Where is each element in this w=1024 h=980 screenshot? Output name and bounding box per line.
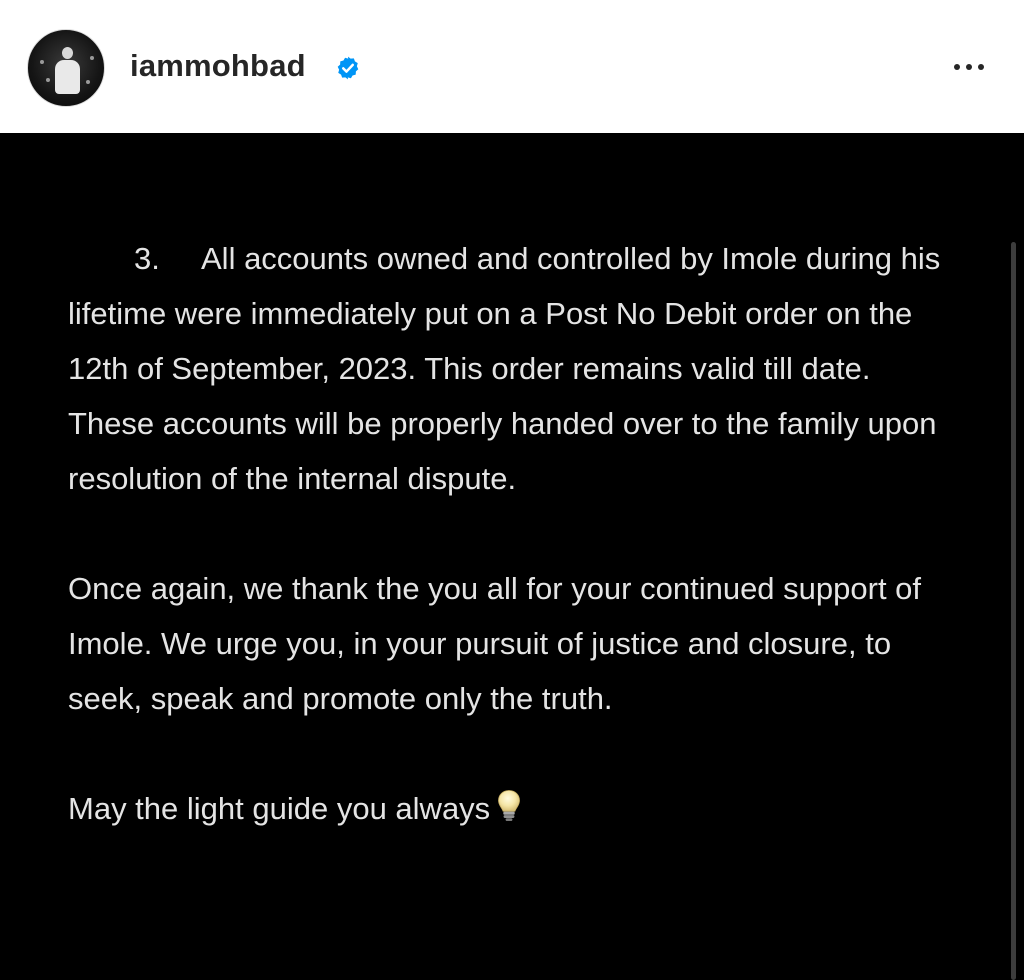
closing-text: May the light guide you always bbox=[68, 791, 491, 826]
more-options-icon bbox=[954, 64, 960, 70]
paragraph-thanks: Once again, we thank the you all for your continued support of Imole. We urge you, in your pursuit of justice and closure, to seek, speak and promote only the truth. bbox=[68, 571, 922, 716]
avatar-detail bbox=[90, 56, 94, 60]
avatar-detail bbox=[40, 60, 44, 64]
paragraph-item-3 bbox=[68, 231, 958, 506]
avatar-figure bbox=[55, 60, 80, 94]
scrollbar[interactable] bbox=[1011, 242, 1016, 980]
more-options-icon bbox=[966, 64, 972, 70]
paragraph-text: All accounts owned and controlled by Imole during his lifetime were immediately put on a Post No Debit order on the 12th of September, 2023. This order remains valid till date. These accounts will be properly handed over to the family upon resolution of the internal dispute. bbox=[68, 241, 941, 496]
verified-badge-icon bbox=[335, 55, 361, 81]
username-link[interactable]: iammohbad bbox=[130, 48, 306, 83]
profile-avatar[interactable] bbox=[27, 29, 105, 107]
avatar-figure bbox=[62, 47, 73, 59]
statement-text bbox=[68, 231, 958, 836]
post-image bbox=[0, 133, 1024, 980]
more-options-button[interactable] bbox=[940, 52, 998, 82]
post-header bbox=[0, 0, 1024, 133]
avatar-detail bbox=[86, 80, 90, 84]
paragraph-closing bbox=[68, 781, 958, 836]
spacer bbox=[68, 506, 958, 561]
light-bulb-icon bbox=[496, 789, 522, 823]
more-options-icon bbox=[978, 64, 984, 70]
item-number: 3. bbox=[134, 241, 160, 276]
avatar-detail bbox=[46, 78, 50, 82]
spacer bbox=[68, 726, 958, 781]
